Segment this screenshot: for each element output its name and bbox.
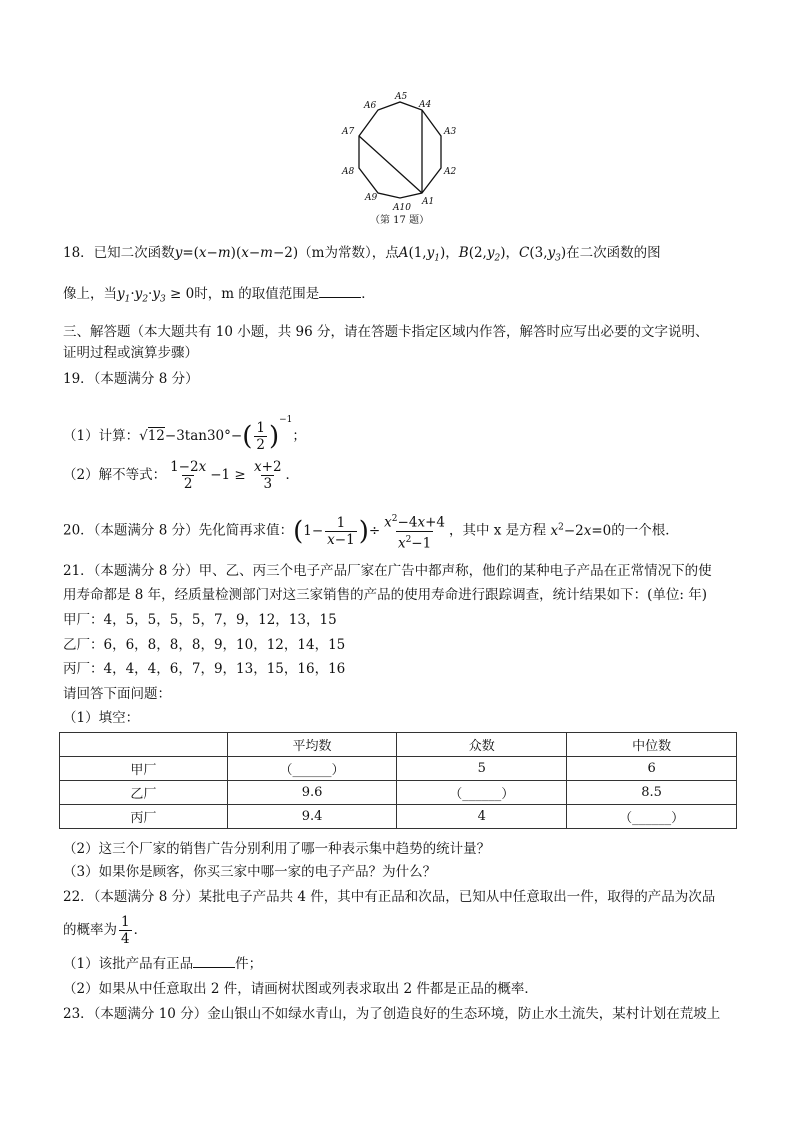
q20-condition: ，其中 x 是方程 <box>448 522 547 539</box>
q22-line2-start: 的概率为 <box>63 922 117 938</box>
q19-part2-end: ． <box>285 467 300 483</box>
q19-part1-label: （1）计算： <box>63 428 140 444</box>
q21-part1: （1）填空： <box>63 710 140 726</box>
q19-part1-expression: √12−3tan30°−( $\frac{1}{2}$ )$^{-1}$ <box>139 415 293 453</box>
table-cell: 8.5 <box>567 781 737 805</box>
q23-line1: 23．（本题满分 10 分）金山银山不如绿水青山，为了创造良好的生态环境，防止水土流失，某村计划在荒坡上 <box>63 1006 721 1022</box>
table-row <box>60 781 737 805</box>
table-cell: 4 <box>397 805 567 829</box>
q21-ask: 请回答下面问题： <box>63 686 171 702</box>
label-a6: A6 <box>364 101 377 111</box>
label-a2: A2 <box>444 167 457 177</box>
table-cell: 丙厂 <box>60 805 228 829</box>
q22-line2-end: ． <box>133 922 148 938</box>
q18-m-note: （m为常数），点 <box>298 245 399 261</box>
q21-part2: （2）这三个厂家的销售广告分别利用了哪一种表示集中趋势的统计量？ <box>63 841 491 857</box>
table-cell: 9.6 <box>227 781 397 805</box>
table-cell: 5 <box>397 757 567 781</box>
q19-part2-label: （2）解不等式： <box>63 467 167 483</box>
label-a8: A8 <box>342 167 355 177</box>
q18-line2-end: ． <box>361 286 375 302</box>
table-cell: 乙厂 <box>60 781 228 805</box>
table-cell: （______） <box>227 757 397 781</box>
q18-line1-end: 在二次函数的图 <box>566 245 661 261</box>
q19-part2 <box>63 455 299 495</box>
q21-bing-data: 丙厂：4，4，4，6，7，9，13，15，16，16 <box>63 661 346 677</box>
q18-line2 <box>63 285 375 309</box>
q18-answer-blank <box>319 285 361 298</box>
section3-line2: 证明过程或演算步骤） <box>63 345 198 361</box>
label-a9: A9 <box>365 193 378 203</box>
table-header-row <box>60 733 737 757</box>
q22-part1-start: （1）该批产品有正品 <box>63 956 194 972</box>
q22-part1-end: 件； <box>235 956 263 972</box>
q21-stats-table <box>59 732 737 829</box>
label-a1: A1 <box>422 197 435 207</box>
q18-line1 <box>63 244 661 268</box>
table-header-cell: 平均数 <box>227 733 397 757</box>
q20-line <box>63 507 679 551</box>
q21-yi-data: 乙厂：6，6，8，8，8，9，10，12，14，15 <box>63 637 346 653</box>
diagonal-a7-a1 <box>359 136 422 193</box>
q20-equation: $x^2-2x=0$ <box>546 522 612 539</box>
q18-intro: 18．已知二次函数 <box>63 245 175 261</box>
label-a10: A10 <box>393 203 411 213</box>
table-header-cell: 中位数 <box>567 733 737 757</box>
q18-question: 时，m 的取值范围是 <box>194 286 320 302</box>
q19-part1-end: ； <box>292 428 306 444</box>
table-header-cell <box>60 733 228 757</box>
label-a4: A4 <box>419 100 432 110</box>
decagon-outline <box>359 102 441 198</box>
q19-part2-inequality: $\frac{1-2x}{2}$ −1 ≥ $\frac{x+2}{3}$ <box>170 459 282 492</box>
table-cell: 6 <box>567 757 737 781</box>
table-cell: 甲厂 <box>60 757 228 781</box>
q20-expression: (1− $\frac{1}{x-1}$ )÷ $\frac{x^2-4x+4}{x^2-1}$ <box>293 514 445 551</box>
table-cell: （______） <box>397 781 567 805</box>
q18-line2-start: 像上，当 <box>63 286 117 302</box>
q20-end: 的一个根． <box>611 522 679 539</box>
q22-part1 <box>63 955 262 973</box>
q21-jia-data: 甲厂：4，5，5，5，5，7，9，12，13，15 <box>63 612 337 628</box>
q20-intro: 20．（本题满分 8 分）先化简再求值： <box>63 522 294 539</box>
label-a5: A5 <box>395 92 408 102</box>
table-row <box>60 757 737 781</box>
table-cell: （______） <box>567 805 737 829</box>
decagon-figure <box>330 88 470 228</box>
label-a3: A3 <box>444 127 457 137</box>
table-row <box>60 805 737 829</box>
figure-caption: （第 17 题） <box>370 215 430 226</box>
q19-header: 19．（本题满分 8 分） <box>63 371 199 387</box>
q18-condition: $y_1\cdot y_2\cdot y_3 \ge 0$ <box>117 286 195 305</box>
table-cell: 9.4 <box>227 805 397 829</box>
label-a7: A7 <box>342 127 355 137</box>
q21-line1: 21．（本题满分 8 分）甲、乙、丙三个电子产品厂家在广告中都声称，他们的某种电子产品在正常情况下的使 <box>63 563 712 579</box>
q21-line2: 用寿命都是 8 年，经质量检测部门对这三家销售的产品的使用寿命进行跟踪调查，统计结果如下：(单位: 年) <box>63 587 708 603</box>
q18-points: $A(1,y_1)$，$B(2,y_2)$，$C(3,y_3)$ <box>398 245 567 264</box>
q21-part3: （3）如果你是顾客，你买三家中哪一家的电子产品？为什么？ <box>63 864 437 880</box>
table-header-cell: 众数 <box>397 733 567 757</box>
q18-function: y=(x−m)(x−m−2) <box>174 245 299 261</box>
section3-line1: 三、解答题（本大题共有 10 小题，共 96 分，请在答题卡指定区域内作答，解答时应写出必要的文字说明、 <box>63 324 709 340</box>
q22-line1: 22．（本题满分 8 分）某批电子产品共 4 件，其中有正品和次品，已知从中任意取出一件，取得的产品为次品 <box>63 889 716 905</box>
q19-part1 <box>63 400 306 457</box>
q22-part2: （2）如果从中任意取出 2 件，请画树状图或列表求取出 2 件都是正品的概率． <box>63 981 538 997</box>
q22-line2 <box>63 910 147 950</box>
q22-probability: $\frac{1}{4}$ <box>121 914 130 947</box>
q22-answer-blank <box>193 955 235 968</box>
